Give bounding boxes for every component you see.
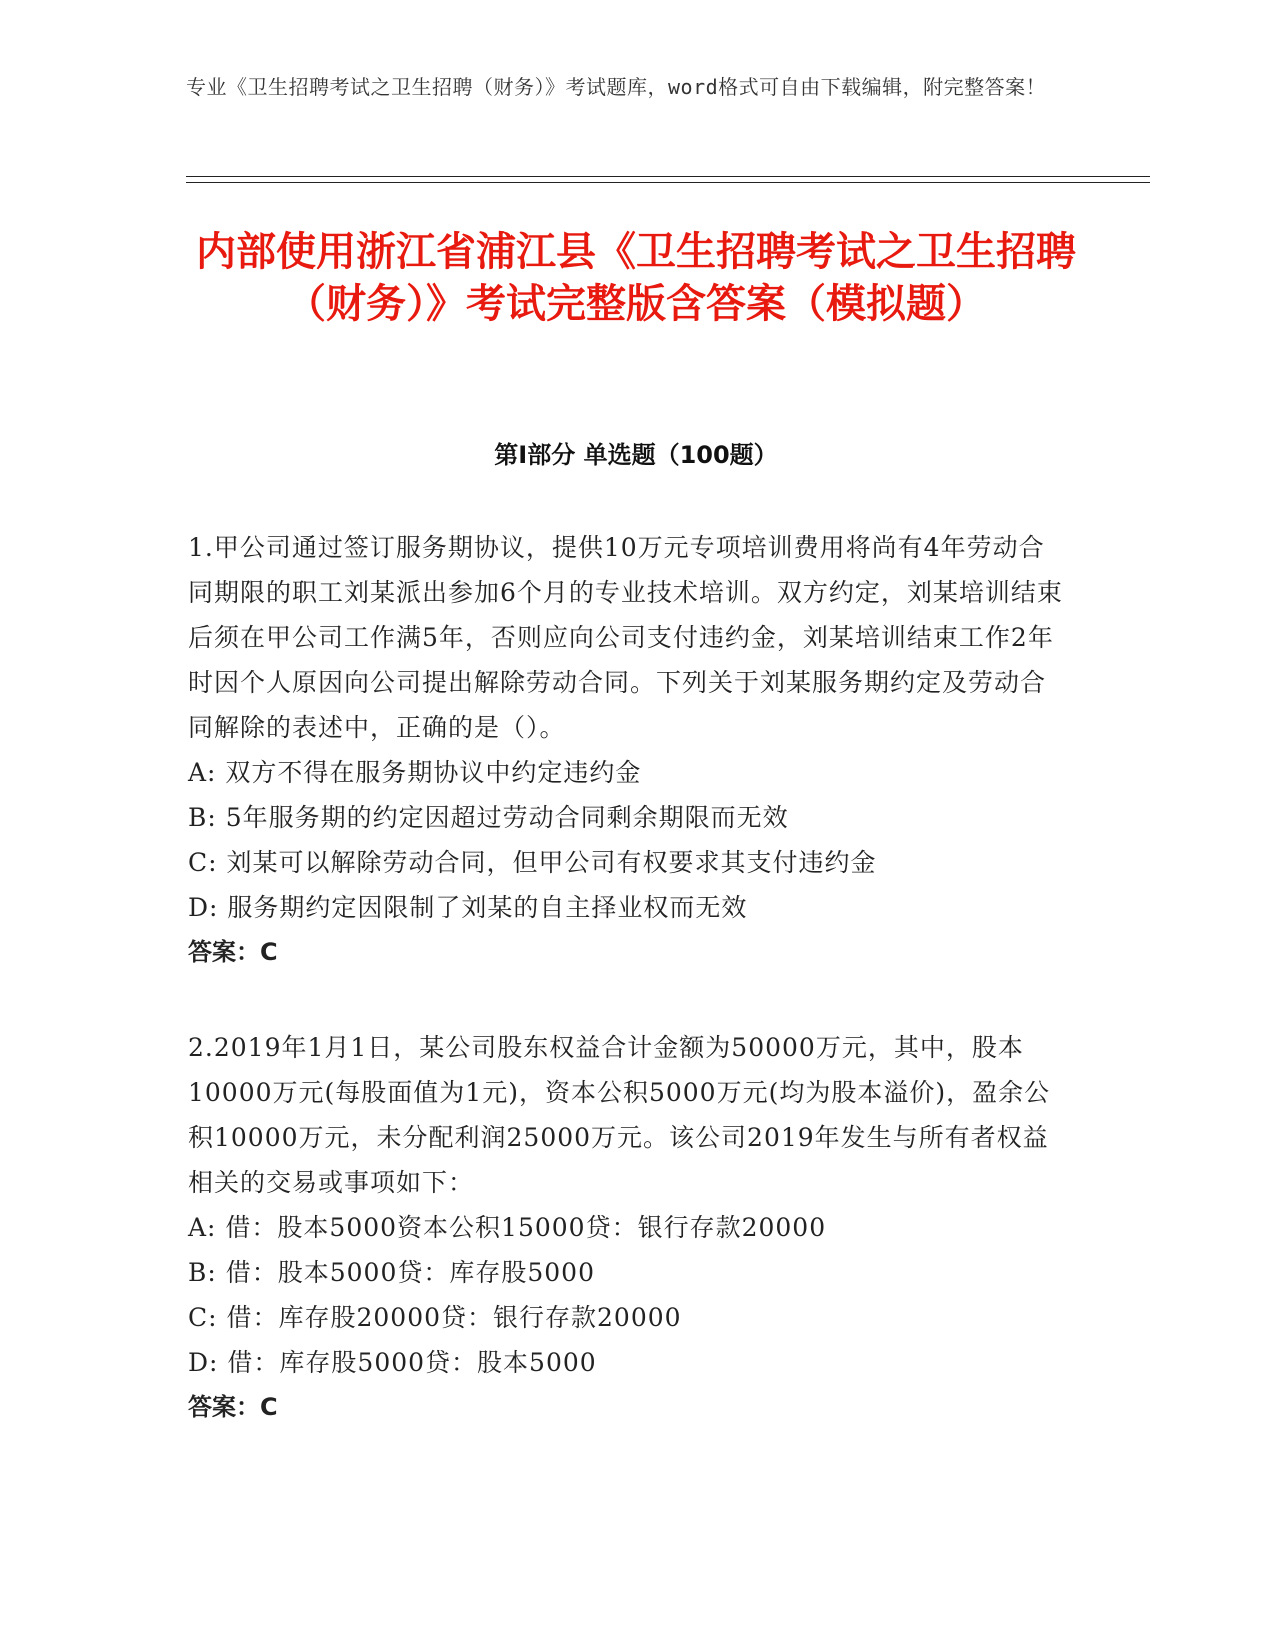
option-d: D: 服务期约定因限制了刘某的自主择业权而无效 [188,893,748,922]
option-a: A: 借：股本5000资本公积15000贷：银行存款20000 [188,1213,827,1242]
option-c: C: 借：库存股20000贷：银行存款20000 [188,1303,682,1332]
question-stem: 1.甲公司通过签订服务期协议，提供10万元专项培训费用将尚有4年劳动合同期限的职工刘某派出参加6个月的专业技术培训。双方约定，刘某培训结束后须在甲公司工作满5年，否则应向公司支付违约金，刘某培训结束工作2年时因个人原因向公司提出解除劳动合同。下列关于刘某服务期约定及劳动合同解除的表述中，正确的是（）。 [188,533,1063,742]
option-a: A: 双方不得在服务期协议中约定违约金 [188,758,642,787]
option-c: C: 刘某可以解除劳动合同，但甲公司有权要求其支付违约金 [188,848,877,877]
question-2 [188,1025,1068,1430]
section-heading: 第I部分 单选题（100题） [494,441,778,469]
option-b: B: 5年服务期的约定因超过劳动合同剩余期限而无效 [188,803,789,832]
answer-label: 答案：C [188,938,278,966]
option-d: D: 借：库存股5000贷：股本5000 [188,1348,597,1377]
option-b: B: 借：股本5000贷：库存股5000 [188,1258,595,1287]
header-note: 专业《卫生招聘考试之卫生招聘（财务）》考试题库，word格式可自由下载编辑，附完整答案！ [186,75,1047,99]
header-divider-top [186,176,1150,177]
document-title: 内部使用浙江省浦江县《卫生招聘考试之卫生招聘（财务）》考试完整版含答案（模拟题） [196,229,1076,327]
question-stem: 2.2019年1月1日，某公司股东权益合计金额为50000万元，其中，股本10000万元(每股面值为1元)，资本公积5000万元(均为股本溢价)，盈余公积10000万元，未分配利润25000万元。该公司2019年发生与所有者权益相关的交易或事项如下： [188,1033,1051,1197]
header-divider-bottom [186,182,1150,183]
answer-label: 答案：C [188,1393,278,1421]
question-1 [188,525,1068,975]
